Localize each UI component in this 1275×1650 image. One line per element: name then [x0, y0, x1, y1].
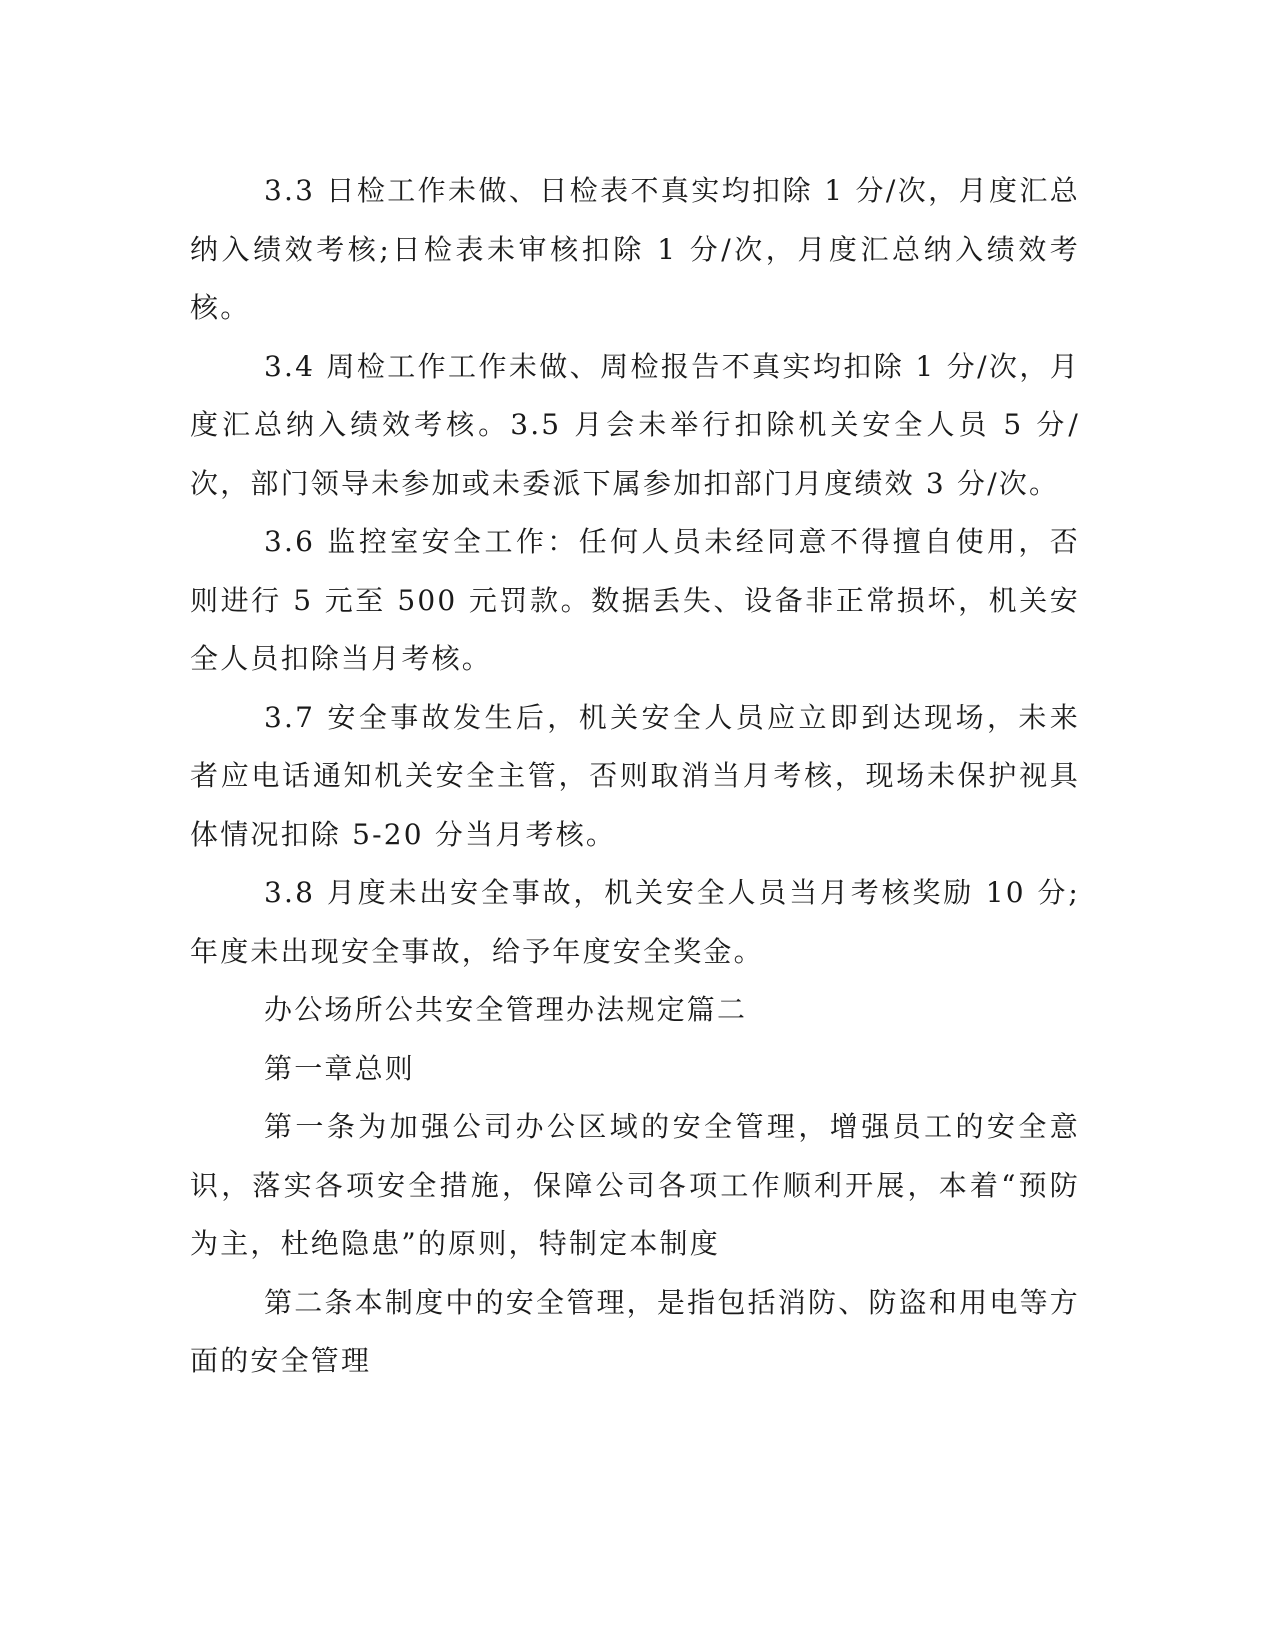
paragraph-3-7: 3.7 安全事故发生后，机关安全人员应立即到达现场，未来者应电话通知机关安全主管，否则取消当月考核，现场未保护视具体情况扣除 5-20 分当月考核。 [190, 700, 1080, 851]
article-two: 第二条本制度中的安全管理，是指包括消防、防盗和用电等方面的安全管理 [190, 1285, 1080, 1377]
paragraph-3-3: 3.3 日检工作未做、日检表不真实均扣除 1 分/次，月度汇总纳入绩效考核;日检表未审核扣除 1 分/次，月度汇总纳入绩效考核。 [190, 174, 1080, 324]
paragraph-3-4: 3.4 周检工作工作未做、周检报告不真实均扣除 1 分/次，月度汇总纳入绩效考核。3.5 月会未举行扣除机关安全人员 5 分/次，部门领导未参加或未委派下属参加扣部门月度绩效 3 分/次。 [190, 349, 1080, 500]
chapter-heading: 第一章总则 [264, 1051, 416, 1085]
paragraph-3-6: 3.6 监控室安全工作：任何人员未经同意不得擅自使用，否则进行 5 元至 500 元罚款。数据丢失、设备非正常损坏，机关安全人员扣除当月考核。 [190, 525, 1080, 675]
section-title: 办公场所公共安全管理办法规定篇二 [264, 993, 748, 1026]
paragraph-3-8: 3.8 月度未出安全事故，机关安全人员当月考核奖励 10 分;年度未出现安全事故，给予年度安全奖金。 [190, 876, 1080, 968]
document-body [190, 162, 1080, 1391]
article-one: 第一条为加强公司办公区域的安全管理，增强员工的安全意识，落实各项安全措施，保障公司各项工作顺利开展，本着“预防为主，杜绝隐患”的原则，特制定本制度 [190, 1110, 1080, 1260]
